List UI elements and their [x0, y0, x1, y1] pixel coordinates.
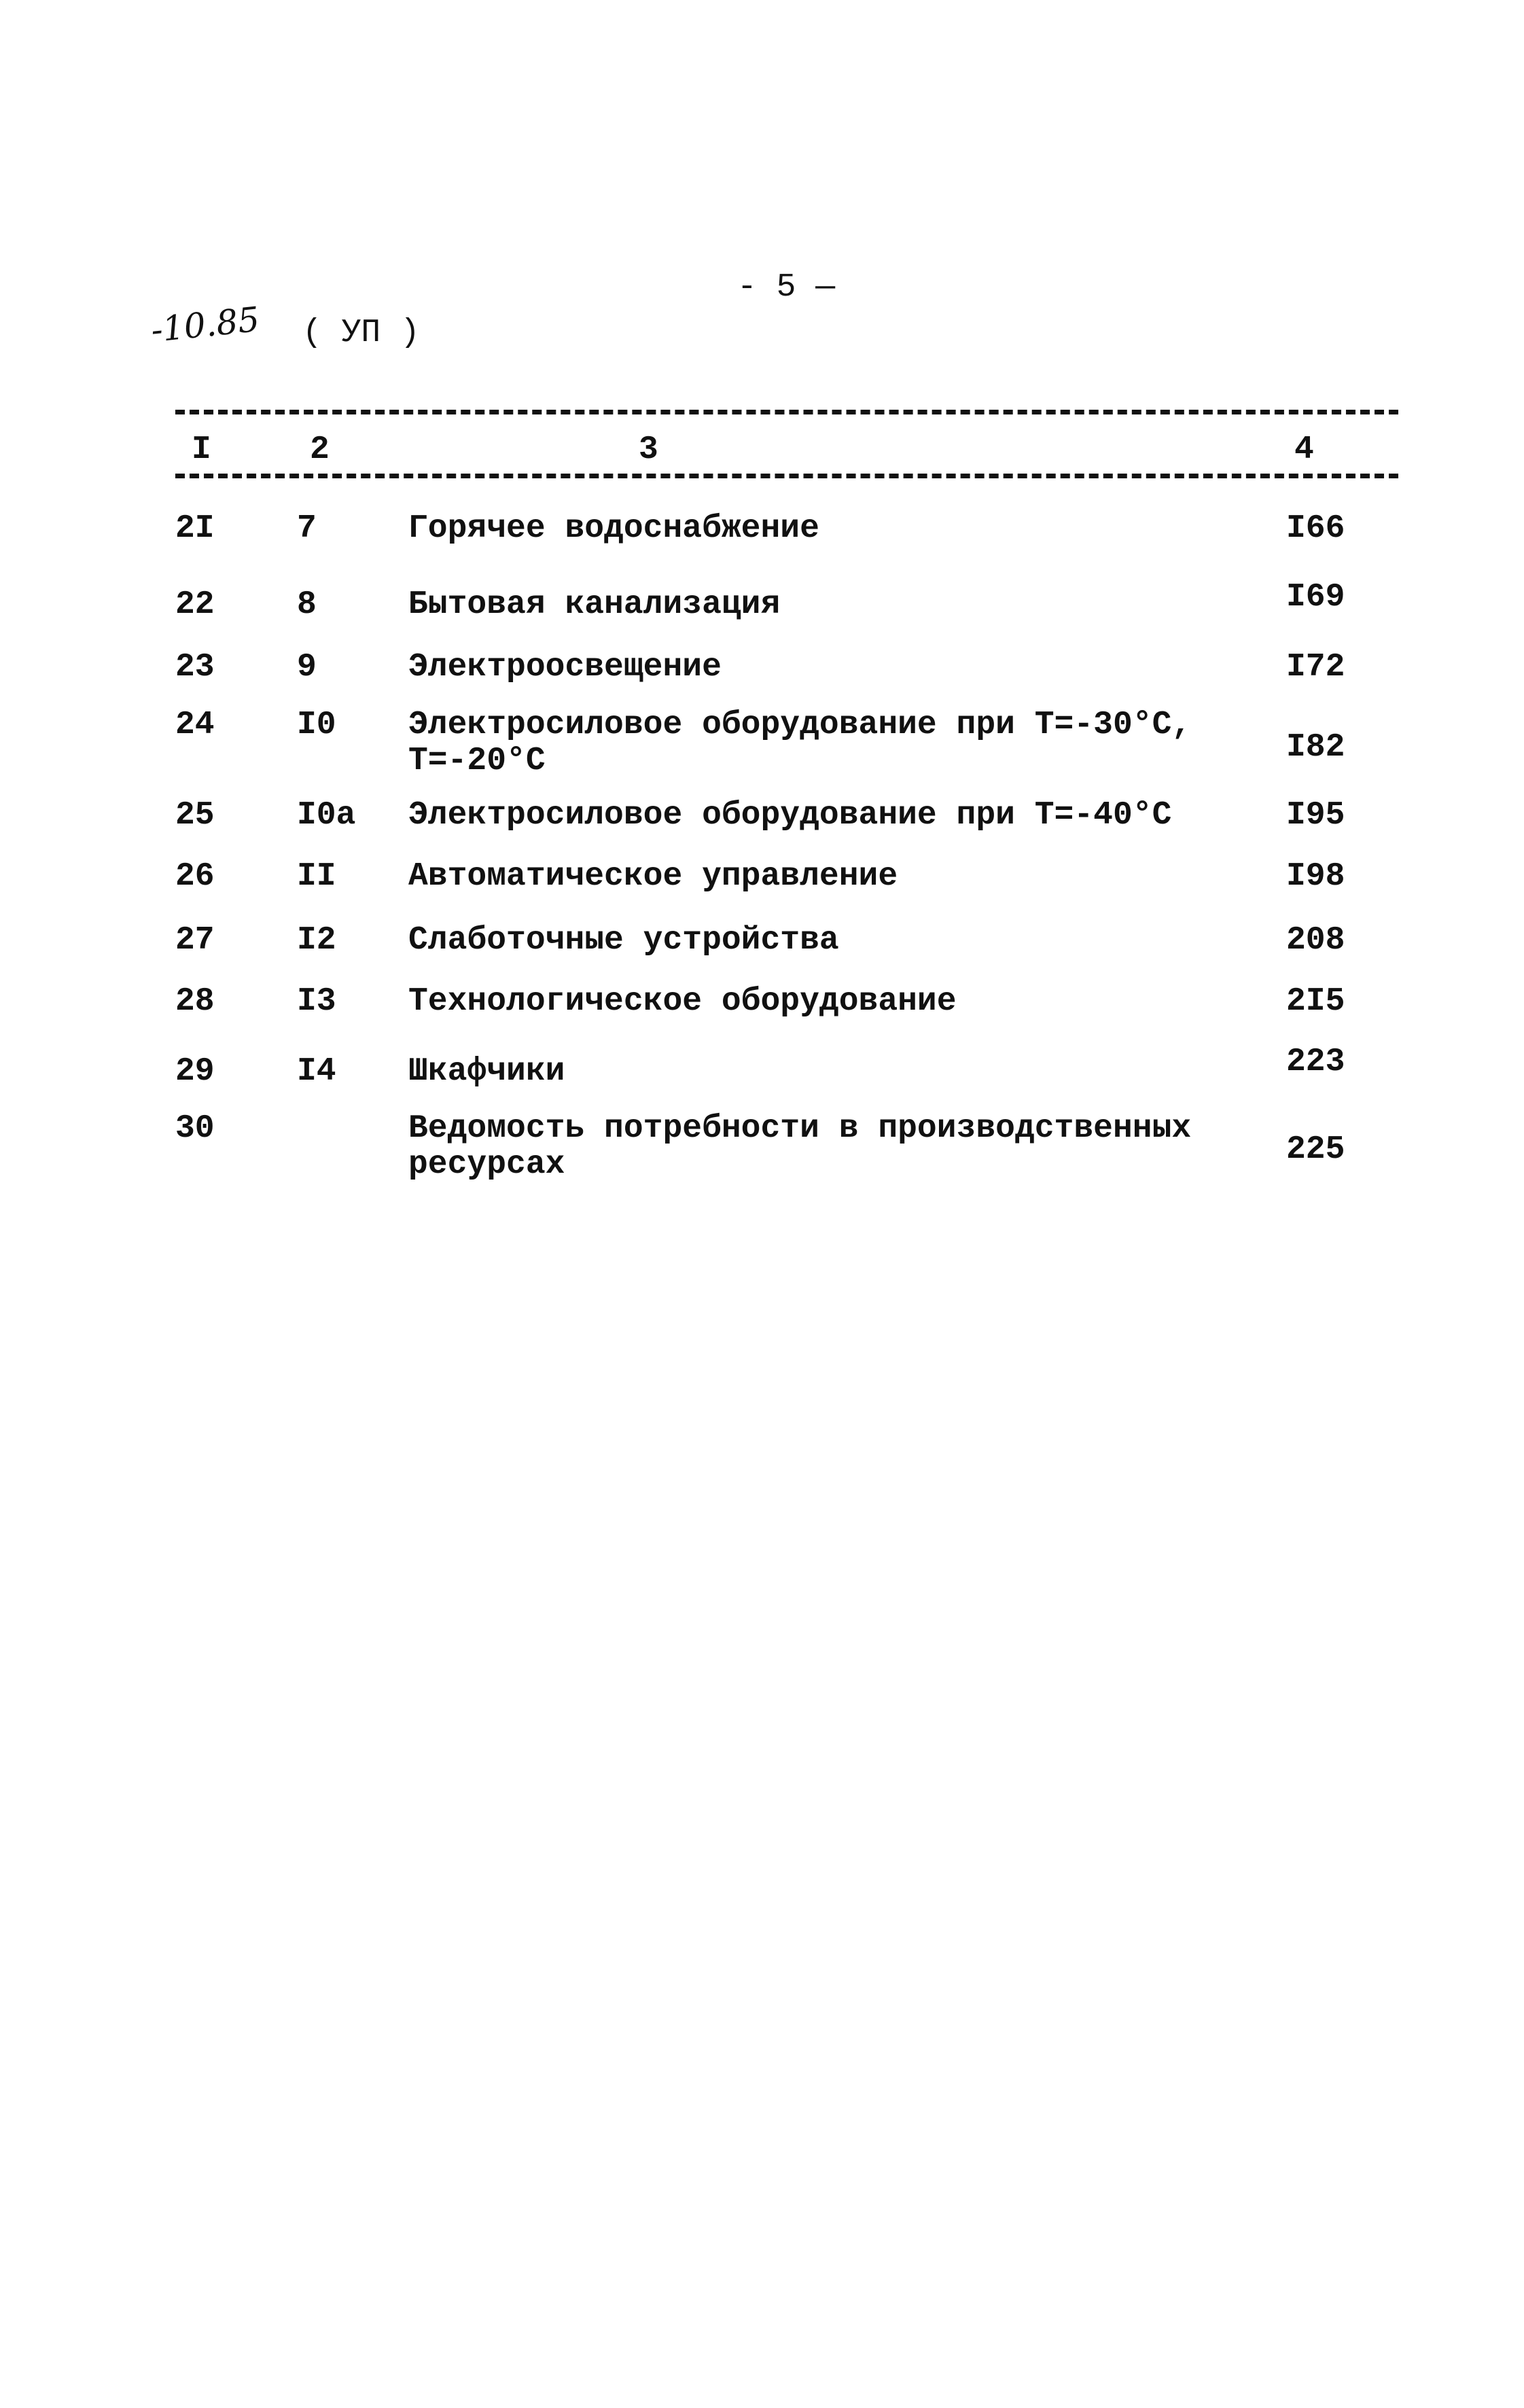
page-ref: 225: [1286, 1131, 1345, 1168]
page-ref: 208: [1286, 922, 1345, 959]
row-title: Электроосвещение: [408, 649, 722, 686]
table-header-rule: [175, 474, 1398, 478]
row-title: Бытовая канализация: [408, 586, 781, 623]
section-number: I4: [297, 1053, 336, 1090]
section-number: I2: [297, 922, 336, 959]
row-number: 28: [175, 983, 215, 1020]
row-title: Автоматическое управление: [408, 858, 898, 895]
row-title-continuation: Т=-20°С: [408, 743, 546, 779]
page-ref: I66: [1286, 510, 1345, 547]
row-title: Электросиловое оборудование при Т=-40°С: [408, 797, 1172, 834]
row-number: 29: [175, 1053, 215, 1090]
page-ref: I95: [1286, 797, 1345, 834]
section-number: 8: [297, 586, 317, 623]
column-header-4: 4: [1294, 431, 1314, 468]
page-ref: I72: [1286, 649, 1345, 686]
column-header-3: 3: [639, 431, 658, 468]
row-number: 26: [175, 858, 215, 895]
row-title-continuation: ресурсах: [408, 1146, 565, 1183]
section-number: I3: [297, 983, 336, 1020]
row-number: 27: [175, 922, 215, 959]
row-number: 23: [175, 649, 215, 686]
page-ref: I98: [1286, 858, 1345, 895]
row-title: Электросиловое оборудование при Т=-30°С,: [408, 707, 1192, 743]
row-number: 30: [175, 1110, 215, 1147]
column-header-1: I: [192, 431, 211, 468]
section-mark: ( УП ): [302, 315, 420, 351]
section-number: II: [297, 858, 336, 895]
row-title: Ведомость потребности в производственных: [408, 1110, 1192, 1147]
column-header-2: 2: [310, 431, 330, 468]
page-ref: I82: [1286, 729, 1345, 766]
section-number: 7: [297, 510, 317, 547]
section-number: 9: [297, 649, 317, 686]
row-number: 22: [175, 586, 215, 623]
section-number: I0а: [297, 797, 356, 834]
handwritten-note: -10.85: [149, 299, 262, 351]
row-number: 25: [175, 797, 215, 834]
section-number: I0: [297, 707, 336, 743]
row-number: 24: [175, 707, 215, 743]
page-ref: 2I5: [1286, 983, 1345, 1020]
page-ref: 223: [1286, 1044, 1345, 1080]
row-title: Технологическое оборудование: [408, 983, 957, 1020]
page-ref: I69: [1286, 579, 1345, 616]
page-number: - 5 —: [737, 269, 836, 306]
table-top-rule: [175, 410, 1398, 414]
row-title: Слаботочные устройства: [408, 922, 839, 959]
row-title: Горячее водоснабжение: [408, 510, 819, 547]
row-title: Шкафчики: [408, 1053, 565, 1090]
row-number: 2I: [175, 510, 215, 547]
